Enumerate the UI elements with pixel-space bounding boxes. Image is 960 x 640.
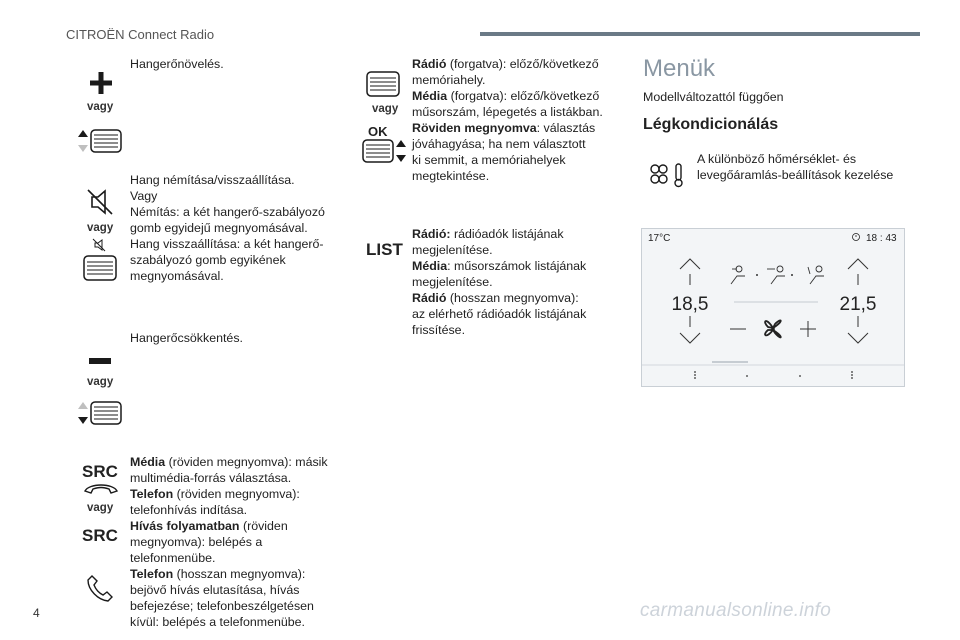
section-title: Légkondicionálás [643,116,779,133]
mute-line: Hang némítása/visszaállítása. [130,173,295,187]
watermark: carmanualsonline.info [640,600,832,621]
subtitle: Modellváltozattól függően [643,90,784,104]
or-label: vagy [372,103,399,115]
scroll-ok-desc-line [412,56,622,72]
scroll-ok-desc-line-bold: Röviden megnyomva [412,121,537,135]
scroll-ok-desc-line [412,72,622,88]
src-desc-line [130,454,340,470]
src-desc-line-bold: Telefon [130,487,174,501]
volume-up-desc: Hangerőnövelés. [130,57,224,71]
list-desc-line-text: (hosszan megnyomva): [446,291,579,305]
src-desc-line-text: (hosszan megnyomva): [173,567,306,581]
header-rule [480,32,920,36]
src-desc-line [130,518,340,534]
src-desc-line-text: telefonmenübe. [130,551,216,565]
src-desc-line [130,502,340,518]
src-desc [130,454,340,630]
scroll-ok-desc-line-bold: Média [412,89,448,103]
scroll-ok-desc-line-text: műsorszám, lépegetés a listákban. [412,105,603,119]
list-desc [412,226,622,338]
right-temp-down-button[interactable] [848,333,868,343]
list-desc-line-text: az elérhető rádióadók listájának [412,307,587,321]
scroll-ok-desc-line-bold: Rádió [412,57,447,71]
bottom-menu-button[interactable] [694,371,696,379]
src-desc-line-text: (röviden [239,519,288,533]
scroll-ok-desc-line [412,136,622,152]
outside-temp: 17°C [648,233,671,244]
scroll-ok-desc-line [412,104,622,120]
mute-line: megnyomásával. [130,269,224,283]
fan-increase-button[interactable] [800,321,816,337]
volume-wheel-up-icon [78,128,124,159]
list-desc-line-text: frissítése. [412,323,466,337]
src-button-label: SRC [82,526,118,545]
mute-line: Hang visszaállítása: a két hangerő- [130,237,324,251]
header-title: CITROËN Connect Radio [66,27,215,42]
src-desc-line-bold: Hívás folyamatban [130,519,240,533]
list-desc-line-text: rádióadók listájának [450,227,564,241]
src-desc-line [130,582,340,598]
bottom-menu-button[interactable] [746,375,748,377]
list-button-label: LIST [366,240,403,259]
scroll-ok-desc-line-text: ki semmit, a memóriahelyek [412,153,566,167]
src-desc-line [130,534,340,550]
scroll-ok-desc-line-text: jóváhagyása; ha nem választott [412,137,586,151]
scroll-wheel-icon [366,70,400,103]
scroll-ok-desc-line-text: megtekintése. [412,169,490,183]
separator-dot [756,274,758,276]
airflow-feet-button[interactable] [808,266,824,284]
separator-dot [791,274,793,276]
or-label: vagy [87,222,114,234]
src-desc-line-bold: Telefon [130,567,174,581]
list-desc-line [412,274,622,290]
scroll-wheel-updown-icon [362,138,408,169]
fan-icon [765,320,781,337]
scroll-ok-desc-line [412,120,622,136]
page-number: 4 [33,606,40,620]
volume-down-desc: Hangerőcsökkentés. [130,331,243,345]
list-desc-line-bold: Média [412,259,448,273]
climate-icon [648,162,686,193]
climate-desc-line: A különböző hőmérséklet- és [697,152,857,166]
src-desc-line-bold: Média [130,455,166,469]
mute-desc [130,172,325,284]
scroll-ok-desc-line-text: : választás [536,121,596,135]
src-desc-line-text: bejövő hívás elutasítása, hívás [130,583,300,597]
mute-line: gomb egyidejű megnyomásával. [130,221,308,235]
src-desc-line [130,614,340,630]
src-desc-line-text: multimédia-forrás választása. [130,471,292,485]
src-desc-line-text: megnyomva): belépés a [130,535,263,549]
right-temp: 21,5 [839,294,877,315]
list-desc-line-text: : műsorszámok listájának [447,259,587,273]
list-desc-line-text: megjelenítése. [412,243,493,257]
mute-speaker-icon [86,188,114,221]
menu-title: Menük [643,55,716,82]
plus-icon [90,72,112,99]
or-label: vagy [87,101,114,113]
volume-wheel-down-icon [78,400,124,431]
bottom-menu-button[interactable] [799,375,801,377]
list-desc-line-bold: Rádió [412,291,447,305]
ok-label: OK [368,124,388,139]
mute-line: Némítás: a két hangerő-szabályozó [130,205,325,219]
list-desc-line [412,226,622,242]
src-desc-line-text: befejezése; telefonbeszélgetésen [130,599,314,613]
list-desc-line [412,242,622,258]
page-indicator [712,361,748,363]
climate-desc [697,151,893,183]
src-desc-line [130,566,340,582]
scroll-ok-desc [412,56,622,184]
src-desc-line-text: (röviden megnyomva): másik [165,455,328,469]
list-desc-line-bold: Rádió: [412,227,451,241]
scroll-ok-desc-line [412,152,622,168]
climate-desc-line: levegőáramlás-beállítások kezelése [697,168,894,182]
src-desc-line-text: kívül: belépés a telefonmenübe. [130,615,305,629]
list-desc-line [412,290,622,306]
clock-icon [853,234,860,241]
mute-line: szabályozó gomb egyikének [130,253,286,267]
clock-time: 18 : 43 [866,233,897,244]
or-label: vagy [87,376,114,388]
scroll-ok-desc-line-text: (forgatva): előző/következő [447,89,600,103]
mute-line: Vagy [130,189,158,203]
airflow-center-button[interactable] [767,266,785,284]
scroll-ok-desc-line-text: (forgatva): előző/következő [446,57,599,71]
or-label: vagy [87,502,114,514]
left-temp: 18,5 [671,294,709,315]
left-temp-down-button[interactable] [680,333,700,343]
src-desc-line [130,550,340,566]
right-temp-up-button[interactable] [848,259,868,269]
volume-wheel-icon [82,254,118,287]
list-desc-line [412,322,622,338]
scroll-ok-desc-line [412,88,622,104]
phone-handset-icon [86,574,114,607]
list-desc-line [412,306,622,322]
left-temp-up-button[interactable] [680,259,700,269]
scroll-ok-desc-line [412,168,622,184]
src-desc-line-text: telefonhívás indítása. [130,503,248,517]
src-button-label: SRC [82,462,118,481]
list-desc-line [412,258,622,274]
minus-icon [89,351,111,369]
scroll-ok-desc-line-text: memóriahely. [412,73,486,87]
src-desc-line [130,486,340,502]
airflow-upper-button[interactable] [731,266,745,284]
src-desc-line [130,470,340,486]
src-desc-line [130,598,340,614]
list-desc-line-text: megjelenítése. [412,275,493,289]
src-desc-line-text: (röviden megnyomva): [173,487,300,501]
bottom-menu-button[interactable] [851,371,853,379]
climate-screen [641,228,905,387]
phone-handset-icon [83,481,119,500]
